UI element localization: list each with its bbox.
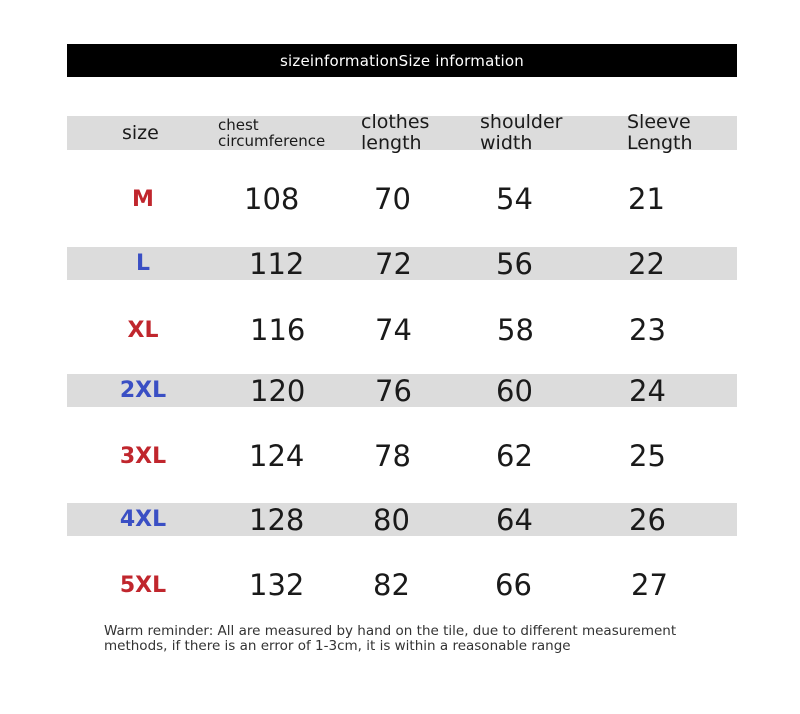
shoulder-value: 66	[495, 568, 532, 602]
warm-reminder-line2: methods, if there is an error of 1-3cm, it is within a reasonable range	[104, 638, 571, 654]
shoulder-value: 56	[496, 246, 533, 281]
length-value: 70	[374, 182, 411, 216]
shoulder-value: 54	[496, 182, 533, 216]
header-chest	[218, 116, 325, 150]
size-value: L	[135, 251, 151, 276]
chest-cell	[250, 374, 305, 407]
sleeve-cell	[629, 503, 666, 536]
length-cell	[374, 166, 411, 232]
warm-reminder-line1: Warm reminder: All are measured by hand on the tile, due to different measurement	[104, 623, 677, 639]
chest-cell	[249, 503, 304, 536]
length-value: 74	[375, 313, 412, 347]
header-shoulder-line2: width	[480, 132, 533, 154]
sleeve-cell	[629, 297, 666, 363]
sleeve-cell	[631, 552, 668, 618]
table-row	[67, 552, 737, 618]
chest-cell	[250, 297, 305, 363]
header-shoulder-line1: shoulder	[480, 111, 563, 133]
table-row	[67, 247, 737, 280]
header-chest-line1: chest	[218, 116, 259, 134]
length-value: 76	[375, 373, 412, 408]
warm-reminder	[104, 624, 744, 654]
chest-value: 124	[249, 439, 305, 473]
length-cell	[375, 247, 412, 280]
header-length-line1: clothes	[361, 111, 430, 133]
length-cell	[375, 297, 412, 363]
shoulder-cell	[495, 552, 532, 618]
shoulder-value: 60	[496, 373, 533, 408]
size-value: M	[132, 186, 154, 212]
shoulder-cell	[496, 374, 533, 407]
sleeve-value: 21	[628, 182, 665, 216]
sleeve-value: 27	[631, 568, 668, 602]
table-row	[67, 166, 737, 232]
chest-value: 108	[244, 182, 300, 216]
header-chest-line2: circumference	[218, 132, 326, 150]
length-value: 72	[375, 246, 412, 281]
chest-cell	[244, 166, 299, 232]
length-cell	[373, 552, 410, 618]
table-row	[67, 374, 737, 407]
header-size-label: size	[122, 121, 159, 144]
header-sleeve	[627, 111, 693, 154]
shoulder-value: 62	[496, 439, 533, 473]
size-value: XL	[127, 317, 159, 343]
header-length	[361, 111, 430, 154]
shoulder-value: 58	[497, 313, 534, 347]
header-sleeve-line1: Sleeve	[627, 111, 691, 133]
shoulder-cell	[497, 297, 534, 363]
sleeve-value: 23	[629, 313, 666, 347]
header-row	[67, 111, 737, 154]
shoulder-cell	[496, 503, 533, 536]
chest-cell	[249, 247, 304, 280]
chest-value: 128	[249, 502, 305, 537]
size-cell	[107, 247, 179, 280]
size-cell	[107, 552, 179, 618]
sleeve-cell	[629, 423, 666, 489]
length-value: 82	[373, 568, 410, 602]
title-bar	[67, 44, 737, 77]
table-row	[67, 297, 737, 363]
size-value: 2XL	[119, 378, 167, 403]
shoulder-cell	[496, 166, 533, 232]
length-cell	[374, 423, 411, 489]
sleeve-value: 25	[629, 439, 666, 473]
chest-value: 116	[250, 313, 306, 347]
header-shoulder	[480, 111, 563, 154]
sleeve-cell	[628, 247, 665, 280]
header-length-line2: length	[361, 132, 422, 154]
size-cell	[107, 503, 179, 536]
page-title: sizeinformationSize information	[280, 51, 524, 70]
chest-cell	[249, 423, 304, 489]
size-value: 3XL	[119, 443, 167, 469]
size-cell	[107, 423, 179, 489]
chest-value: 112	[249, 246, 305, 281]
chest-cell	[249, 552, 304, 618]
sleeve-value: 22	[628, 246, 665, 281]
shoulder-cell	[496, 247, 533, 280]
sleeve-value: 26	[629, 502, 666, 537]
size-cell	[107, 374, 179, 407]
size-cell	[107, 297, 179, 363]
size-value: 5XL	[119, 572, 167, 598]
sleeve-cell	[629, 374, 666, 407]
sleeve-cell	[628, 166, 665, 232]
length-cell	[375, 374, 412, 407]
length-value: 78	[374, 439, 411, 473]
size-value: 4XL	[119, 507, 167, 532]
header-sleeve-line2: Length	[627, 132, 693, 154]
chest-value: 120	[250, 373, 306, 408]
table-row	[67, 423, 737, 489]
shoulder-cell	[496, 423, 533, 489]
header-size	[122, 116, 159, 150]
size-cell	[107, 166, 179, 232]
sleeve-value: 24	[629, 373, 666, 408]
length-value: 80	[373, 502, 410, 537]
chest-value: 132	[249, 568, 305, 602]
table-row	[67, 503, 737, 536]
shoulder-value: 64	[496, 502, 533, 537]
length-cell	[373, 503, 410, 536]
